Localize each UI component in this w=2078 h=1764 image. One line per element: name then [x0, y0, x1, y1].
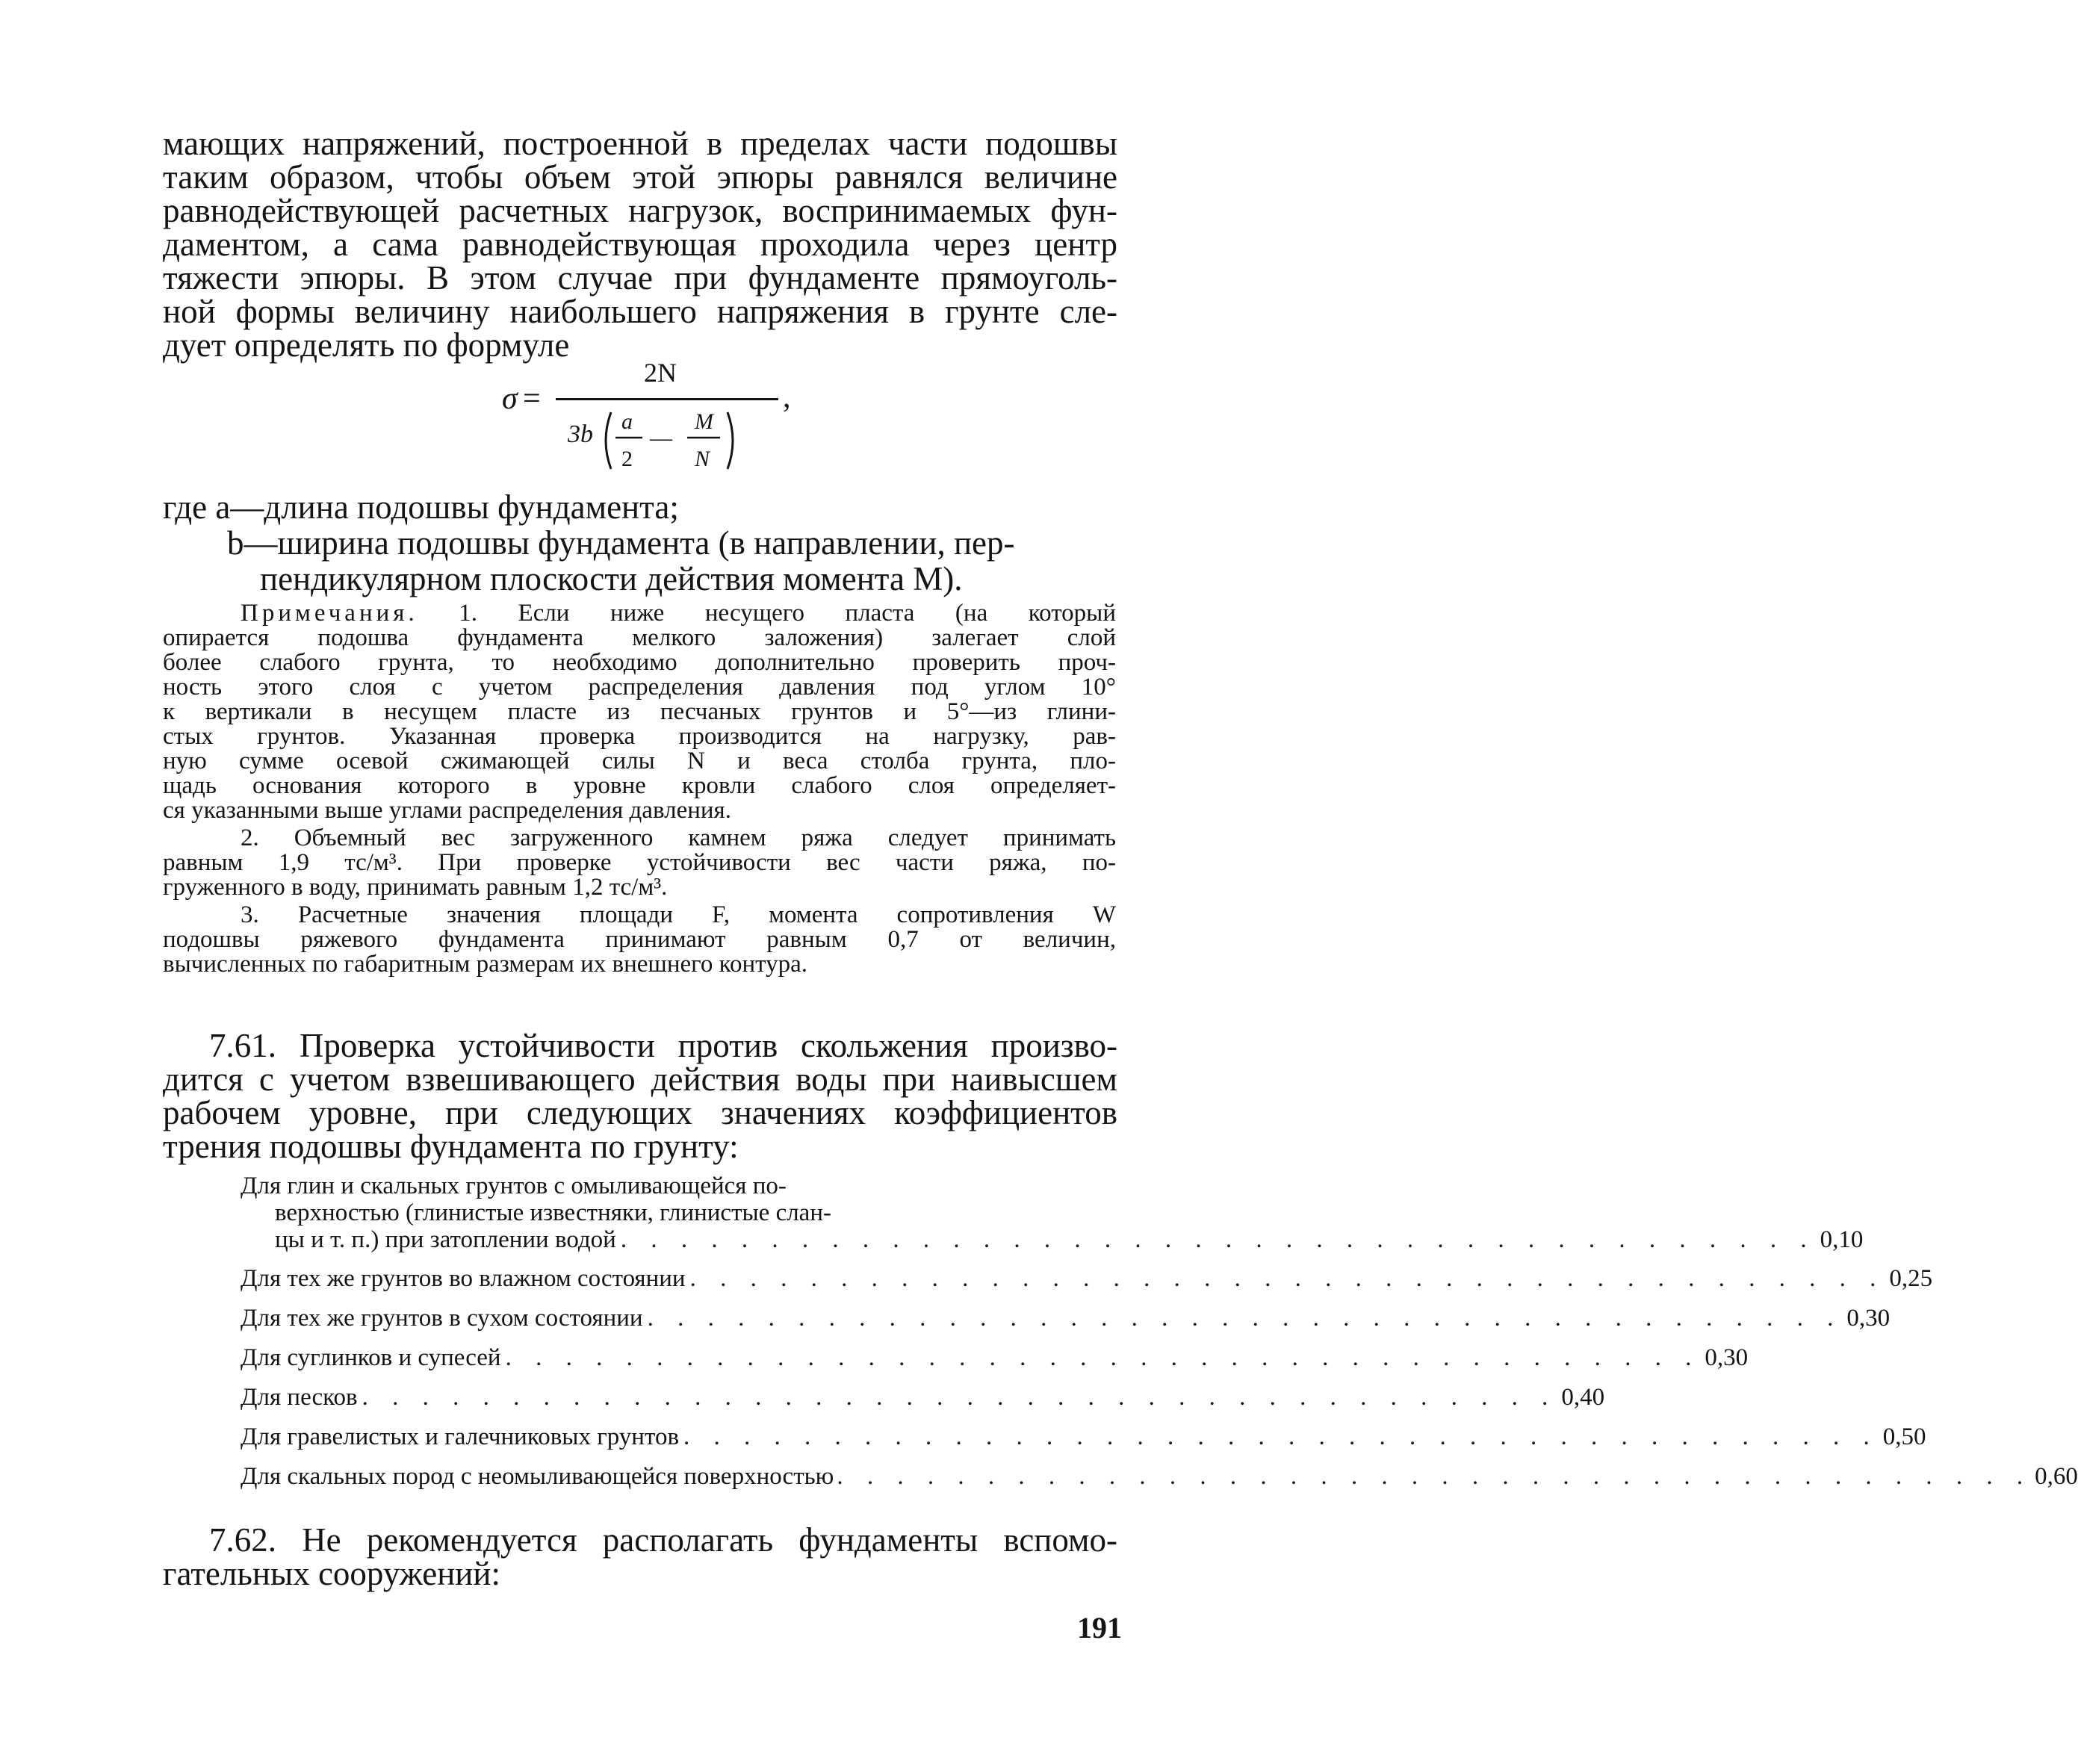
coef-value: 0,40	[1561, 1384, 1605, 1411]
where-line-b: b—ширина подошвы фундамента (в направлении, пер-	[227, 524, 1015, 562]
notes-heading: Примечания.	[241, 600, 418, 627]
intro-line: равнодействующей расчетных нагрузок, воспринимаемых фун-	[163, 192, 1117, 229]
frac2-den: N	[695, 447, 710, 471]
note2-line: груженного в воду, принимать равным 1,2 тс/м³.	[163, 874, 668, 901]
page-number: 191	[1077, 1611, 1122, 1645]
note2-line: равным 1,9 тс/м³. При проверке устойчивости вес части ряжа, по-	[163, 849, 1116, 876]
formula-numerator-text: 2N	[644, 358, 677, 388]
coef-label: Для гравелистых и галечниковых грунтов	[241, 1423, 680, 1450]
coef-row	[241, 1344, 1749, 1384]
note2-line: 2. Объемный вес загруженного камнем ряжа следует принимать	[241, 824, 1116, 851]
intro-line: мающих напряжений, построенной в пределах части подошвы	[163, 125, 1117, 162]
formula-numerator	[644, 357, 677, 388]
coef-label: цы и т. п.) при затоплении водой	[275, 1226, 616, 1253]
fraction-bar	[556, 398, 778, 400]
leader-dots: . . . . . . . . . . . . . . . . . . . . . . . . . . . . . . . . . . . . . . . .	[505, 1344, 1701, 1371]
intro-line: тяжести эпюры. В этом случае при фундаменте прямоуголь-	[163, 259, 1117, 296]
intro-line: таким образом, чтобы объем этой эпюры равнялся величине	[163, 158, 1117, 196]
note3-line: подошвы ряжевого фундамента принимают равным 0,7 от величин,	[163, 926, 1116, 953]
leader-dots: . . . . . . . . . . . . . . . . . . . . . . . . . . . . . . . . . . . . . . . .	[837, 1463, 2032, 1490]
formula-denominator	[568, 403, 792, 478]
coef-label: Для скальных пород с неомыливающейся поверхностью	[241, 1463, 834, 1490]
section-762-line: гательных сооружений:	[163, 1555, 500, 1592]
frac2-num: M	[695, 409, 713, 434]
formula-equals: =	[523, 382, 541, 416]
intro-paragraph	[163, 127, 1117, 362]
formula-minus: —	[650, 426, 672, 450]
where-definitions	[163, 489, 1015, 597]
section-762-line: 7.62. Не рекомендуется располагать фундаменты вспомо-	[209, 1521, 1117, 1559]
section-761-line: 7.61. Проверка устойчивости против скольжения произво-	[209, 1027, 1117, 1064]
leader-dots: . . . . . . . . . . . . . . . . . . . . . . . . . . . . . . . . . . . . . . . .	[362, 1384, 1557, 1411]
note1-line: более слабого грунта, то необходимо дополнительно проверить проч-	[163, 649, 1116, 676]
note1-line: ся указанными выше углами распределения давления.	[163, 797, 731, 824]
coef-row	[241, 1463, 2078, 1503]
intro-line: дует определять по формуле	[163, 326, 570, 364]
den-prefix: 3b	[568, 420, 593, 448]
note1-line: ность этого слоя с учетом распределения давления под углом 10°	[163, 674, 1116, 701]
right-paren	[728, 412, 733, 469]
coef-row-first	[241, 1173, 1864, 1256]
leader-dots: . . . . . . . . . . . . . . . . . . . . . . . . . . . . . . . . . . . . . . . .	[620, 1226, 1816, 1253]
note3-line: 3. Расчетные значения площади F, момента сопротивления W	[241, 901, 1116, 928]
stress-formula	[502, 357, 791, 476]
note1-line: щадь основания которого в уровне кровли слабого слоя определяет-	[163, 772, 1116, 799]
notes-block	[163, 600, 1117, 978]
note1-line: стых грунтов. Указанная проверка производится на нагрузку, рав-	[163, 723, 1116, 750]
coef-value: 0,25	[1889, 1265, 1933, 1292]
section-761-line: рабочем уровне, при следующих значениях коэффициентов	[163, 1094, 1117, 1131]
coef-value: 0,30	[1846, 1305, 1891, 1332]
coef-label: Для тех же грунтов в сухом состоянии	[241, 1305, 643, 1332]
coef-value: 0,10	[1820, 1226, 1864, 1253]
coef-value: 0,60	[2035, 1463, 2078, 1490]
section-7-61	[163, 1029, 1117, 1164]
note1-first-text: 1. Если ниже несущего пласта (на который	[459, 600, 1117, 627]
coef-first-last-line	[241, 1226, 1864, 1256]
leader-dots: . . . . . . . . . . . . . . . . . . . . . . . . . . . . . . . . . . . . . . . .	[689, 1265, 1885, 1292]
coef-label: Для песков	[241, 1384, 358, 1411]
frac1-num: a	[621, 409, 633, 434]
friction-coefficients-table	[241, 1173, 2078, 1503]
note1-line: ную сумме осевой сжимающей силы N и веса столба грунта, пло-	[163, 748, 1116, 774]
note1-first-line	[241, 601, 1116, 626]
leader-dots: . . . . . . . . . . . . . . . . . . . . . . . . . . . . . . . . . . . . . . . .	[683, 1423, 1879, 1450]
coef-row	[241, 1305, 1891, 1344]
note3-line: вычисленных по габаритным размерам их внешнего контура.	[163, 951, 807, 978]
note1-line: опирается подошва фундамента мелкого заложения) залегает слой	[163, 624, 1116, 651]
coef-row	[241, 1265, 1933, 1305]
where-line-a: где a—длина подошвы фундамента;	[163, 488, 679, 526]
coef-row	[241, 1384, 1605, 1423]
coef-label: Для суглинков и супесей	[241, 1344, 501, 1371]
intro-line: даментом, а сама равнодействующая проходила через центр	[163, 226, 1117, 263]
coef-first-line: верхностью (глинистые известняки, глинистые слан-	[275, 1199, 831, 1226]
formula-sigma: σ	[502, 382, 518, 416]
section-761-line: дится с учетом взвешивающего действия воды при наивысшем	[163, 1060, 1117, 1098]
leader-dots: . . . . . . . . . . . . . . . . . . . . . . . . . . . . . . . . . . . . . . . .	[647, 1305, 1843, 1332]
section-761-line: трения подошвы фундамента по грунту:	[163, 1128, 739, 1165]
frac1-den: 2	[621, 447, 633, 471]
coef-value: 0,30	[1705, 1344, 1749, 1371]
intro-line: ной формы величину наибольшего напряжения в грунте сле-	[163, 293, 1117, 330]
coef-label: Для тех же грунтов во влажном состоянии	[241, 1265, 686, 1292]
coef-first-line: Для глин и скальных грунтов с омыливающейся по-	[241, 1173, 787, 1199]
where-line-b-cont: пендикулярном плоскости действия момента M).	[260, 560, 963, 597]
note1-line: к вертикали в несущем пласте из песчаных грунтов и 5°—из глини-	[163, 698, 1116, 725]
section-7-62	[163, 1521, 1117, 1592]
coef-value: 0,50	[1882, 1423, 1926, 1450]
formula-comma: ,	[783, 380, 791, 414]
coef-row	[241, 1423, 1926, 1463]
left-paren	[606, 412, 611, 469]
